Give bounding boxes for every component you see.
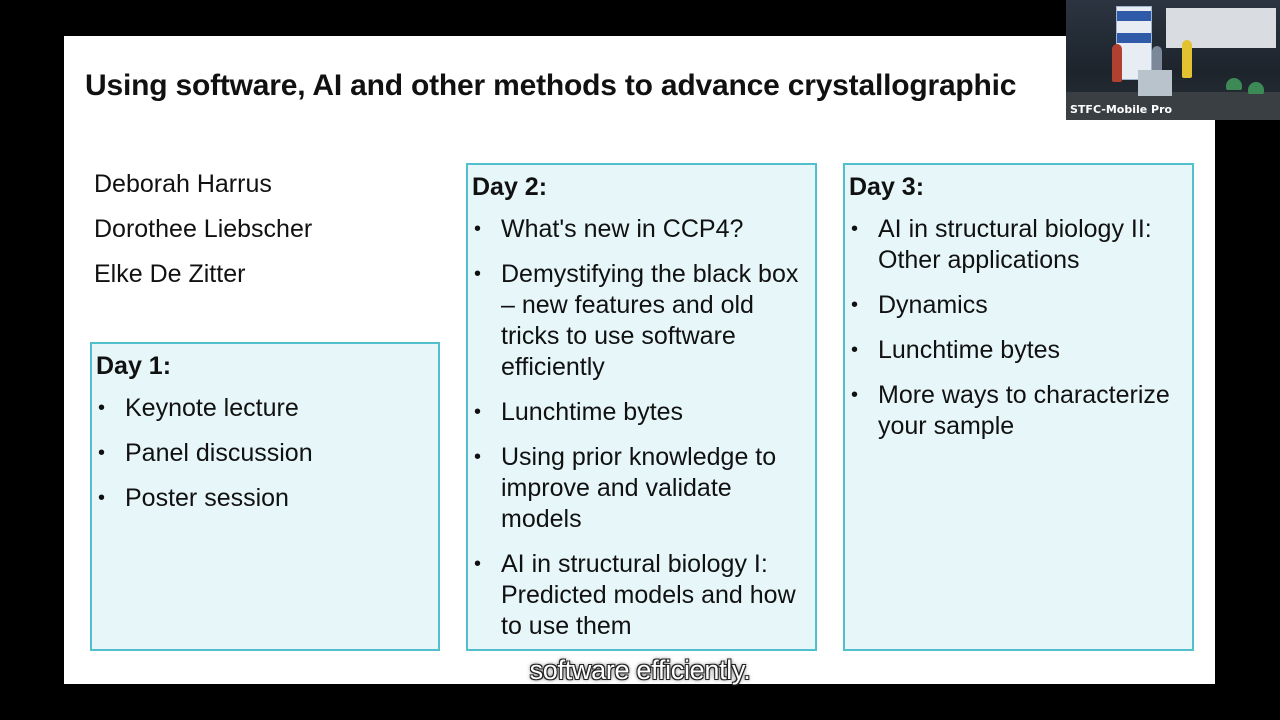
organizer-list	[94, 168, 312, 303]
list-item-text: Dynamics	[878, 291, 988, 319]
list-item	[468, 397, 815, 428]
presentation-slide	[64, 36, 1215, 684]
bullet-icon: •	[98, 442, 106, 464]
list-item-text: More ways to characterize your sample	[878, 381, 1170, 440]
day-title: Day 1:	[96, 352, 172, 380]
podium	[1138, 70, 1172, 96]
day-title: Day 2:	[472, 173, 548, 201]
bullet-icon: •	[98, 397, 106, 419]
bullet-icon: •	[474, 401, 482, 423]
day-2-list	[468, 214, 815, 642]
list-item	[468, 442, 815, 535]
list-item-text: Poster session	[125, 484, 289, 512]
day-1-box	[90, 342, 440, 651]
bullet-icon: •	[474, 553, 482, 575]
bullet-icon: •	[474, 446, 482, 468]
organizer-name: Elke De Zitter	[94, 260, 246, 288]
list-item	[468, 214, 815, 245]
list-item-text: Panel discussion	[125, 439, 313, 467]
list-item-text: What's new in CCP4?	[501, 215, 744, 243]
subtitle-caption: software efficiently.	[529, 655, 751, 685]
video-inset	[1066, 0, 1280, 120]
list-item-text: AI in structural biology I: Predicted models and how to use them	[501, 550, 796, 640]
list-item-text: AI in structural biology II: Other applications	[878, 215, 1152, 274]
list-item	[845, 214, 1192, 276]
day-3-box	[843, 163, 1194, 651]
chair	[1226, 78, 1242, 90]
bullet-icon: •	[851, 294, 859, 316]
list-item-text: Keynote lecture	[125, 394, 299, 422]
bullet-icon: •	[474, 263, 482, 285]
chair	[1248, 82, 1264, 94]
list-item-text: Lunchtime bytes	[878, 336, 1061, 364]
day-1-list	[92, 393, 438, 514]
speaker-figure	[1182, 40, 1192, 78]
video-inset-label: STFC-Mobile Pro	[1070, 103, 1173, 116]
list-item	[845, 335, 1192, 366]
list-item	[92, 393, 438, 424]
slide-title: Using software, AI and other methods to advance crystallographic	[85, 69, 1017, 102]
organizer-name: Dorothee Liebscher	[94, 215, 313, 243]
list-item-text: Using prior knowledge to improve and validate models	[501, 443, 777, 533]
day-2-box	[466, 163, 817, 651]
day-title: Day 3:	[849, 173, 925, 201]
bullet-icon: •	[851, 339, 859, 361]
bullet-icon: •	[474, 218, 482, 240]
day-3-list	[845, 214, 1192, 442]
bullet-icon: •	[851, 384, 859, 406]
organizer-name: Deborah Harrus	[94, 170, 272, 198]
list-item	[468, 259, 815, 383]
list-item	[468, 549, 815, 642]
list-item	[92, 483, 438, 514]
list-item	[845, 290, 1192, 321]
list-item-text: Demystifying the black box – new features and old tricks to use software efficiently	[501, 260, 799, 381]
speaker-figure	[1112, 44, 1122, 82]
bullet-icon: •	[98, 487, 106, 509]
list-item	[92, 438, 438, 469]
list-item-text: Lunchtime bytes	[501, 398, 684, 426]
bullet-icon: •	[851, 218, 859, 240]
list-item	[845, 380, 1192, 442]
